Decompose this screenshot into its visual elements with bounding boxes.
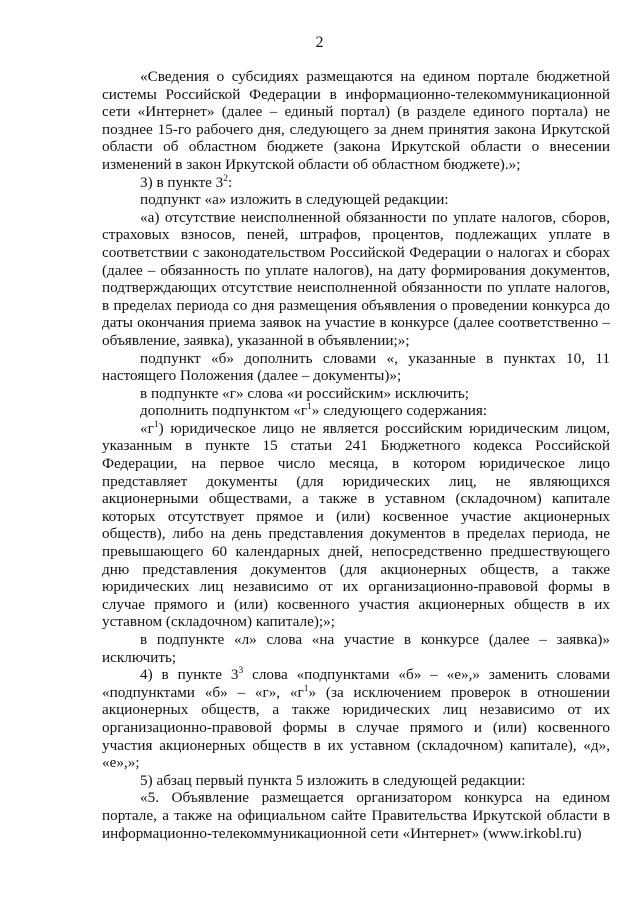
superscript: 1 [303,683,309,694]
paragraph-text: : [227,173,233,191]
document-body [102,68,610,842]
superscript: 1 [153,419,159,430]
paragraph-text: 4) в пункте 3 [140,666,239,684]
paragraph-subsidy-info: «Сведения о субсидиях размещаются на едином портале бюджетной системы Российской Федерации в информационно-телекоммуникационной сети «Интернет» (далее – единый портал) (в разделе единого портала) не позднее 15-го рабочего дня, следующего за днем принятия закона Иркутской области об областном бюджете (закона Иркутской области о внесении изменений в закон Иркутской области об областном бюджете).»; [102,68,610,173]
paragraph-add-g1 [102,402,610,420]
paragraph-text: » следующего содержания: [311,402,488,420]
paragraph-item-4 [102,666,610,772]
paragraph-subitem-b: подпункт «б» дополнить словами «, указанные в пунктах 10, 11 настоящего Положения (далее – документы)»; [102,349,610,385]
paragraph-announcement: «5. Объявление размещается организатором конкурса на едином портале, а также на официальном сайте Правительства Иркутской области в информационно-телекоммуникационной сети «Интернет» (www.irkobl.ru) [102,789,610,842]
page-number: 2 [315,34,324,51]
paragraph-text: » (за исключением проверок в отношении акционерных обществ, а также юридических лиц независимо от их организационно-правовой формы в случае прямого и (или) косвенного участия акционерных обществ в их уставном (складочном) капитале), «д», «е»,»; [102,683,610,772]
superscript: 2 [223,173,228,184]
superscript: 3 [238,666,244,677]
paragraph-item-5: 5) абзац первый пункта 5 изложить в следующей редакции: [140,771,526,789]
paragraph-subitem-a: подпункт «а» изложить в следующей редакции: [140,191,449,209]
paragraph-item-3 [102,174,610,192]
paragraph-text: «г [140,419,154,437]
paragraph-text: дополнить подпунктом «г [140,402,308,420]
paragraph-text: 3) в пункте 3 [140,173,224,191]
superscript: 1 [307,402,312,413]
paragraph-text: ) юридическое лицо не является российским юридическим лицом, указанным в пункте 15 статьи 241 Бюджетного кодекса Российской Федерации, на первое число месяца, в котором юридическое лицо представляет документы (для юридических лиц, не являющихся акционерными обществами, а также в уставном (складочном) капитале которых отсутствует прямое и (или) косвенное участие акционерных обществ), либо на день представления документов в пределах периода, не превышающего 60 календарных дней, непосредственно предшествующего дню представления документов (для акционерных обществ, а также юридических лиц независимо от их организационно-правовой формы в случае прямого и (или) косвенного участия акционерных обществ в их уставном (складочном) капитале);»; [102,419,610,631]
paragraph-subitem-g: в подпункте «г» слова «и российским» исключить; [140,384,470,402]
paragraph-subitem-l: в подпункте «л» слова «на участие в конкурсе (далее – заявка)» исключить; [102,631,610,666]
paragraph-text: слова «подпунктами «б» – «е»,» заменить словами «подпунктами «б» – «г», «г [102,666,610,701]
paragraph-g1-text [102,420,610,631]
paragraph-subitem-a-text: «а) отсутствие неисполненной обязанности по уплате налогов, сборов, страховых взносов, пеней, штрафов, процентов, подлежащих уплате в соответствии с законодательством Российской Федерации о налогах и сборах (далее – обязанность по уплате налогов), на дату формирования документов, подтверждающих отсутствие неисполненной обязанности по уплате налогов, в пределах периода со дня размещения объявления о проведении конкурса до даты окончания приема заявок на участие в конкурсе (далее соответственно – объявление, заявка), указанной в объявлении;»; [102,208,610,349]
